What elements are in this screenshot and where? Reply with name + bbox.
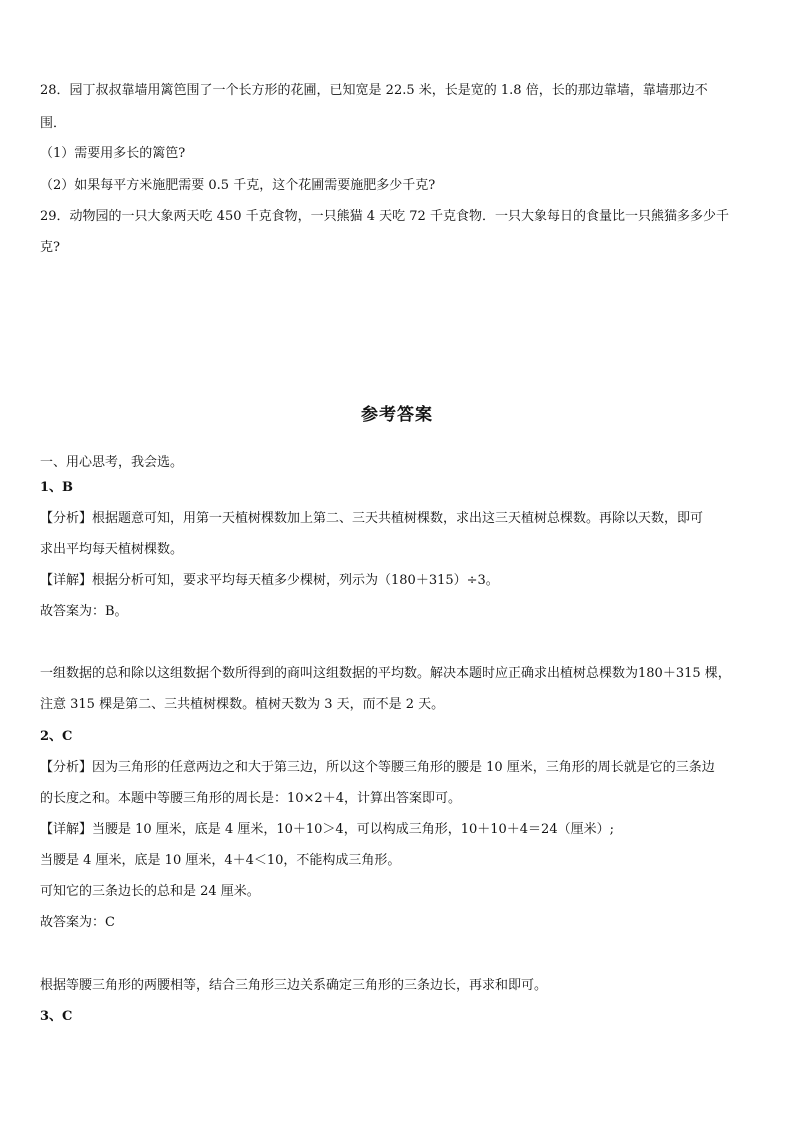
answer-1-conclusion: 故答案为：B。	[40, 604, 128, 619]
question-28-line-2: 围．	[40, 116, 67, 131]
answer-1-note-line-1: 一组数据的总和除以这组数据个数所得到的商叫这组数据的平均数。解决本题时应正确求出植树总棵数为180＋315 棵，	[40, 666, 731, 681]
answer-2-analysis-line-1: 【分析】因为三角形的任意两边之和大于第三边，所以这个等腰三角形的腰是 10 厘米，三角形的周长就是它的三条边	[40, 760, 715, 775]
answer-1-detail: 【详解】根据分析可知，要求平均每天植多少棵树，列示为（180＋315）÷3。	[40, 573, 499, 588]
answer-1-analysis-line-2: 求出平均每天植树棵数。	[40, 542, 184, 557]
answer-1-note-line-2: 注意 315 棵是第二、三共植树棵数。植树天数为 3 天，而不是 2 天。	[40, 697, 445, 712]
section-heading: 一、用心思考，我会选。	[40, 455, 184, 470]
answer-1-label: 1、B	[40, 480, 74, 495]
question-28-subquestion-1: （1）需要用多长的篱笆?	[40, 146, 186, 161]
answer-1-analysis-line-1: 【分析】根据题意可知，用第一天植树棵数加上第二、三天共植树棵数，求出这三天植树总棵数。再除以天数，即可	[40, 511, 704, 526]
answer-2-detail-line-1: 【详解】当腰是 10 厘米，底是 4 厘米，10＋10＞4，可以构成三角形，10＋10＋4＝24（厘米）;	[40, 822, 614, 837]
answer-2-note: 根据等腰三角形的两腰相等，结合三角形三边关系确定三角形的三条边长，再求和即可。	[40, 978, 548, 993]
answer-2-analysis-line-2: 的长度之和。本题中等腰三角形的周长是：10×2＋4，计算出答案即可。	[40, 791, 461, 806]
answers-title: 参考答案	[361, 405, 433, 425]
answer-2-detail-line-3: 可知它的三条边长的总和是 24 厘米。	[40, 884, 260, 899]
answer-3-label: 3、C	[40, 1009, 73, 1024]
question-29-line-1: 29．动物园的一只大象两天吃 450 千克食物，一只熊猫 4 天吃 72 千克食物．一只大象每日的食量比一只熊猫多多少千	[40, 209, 729, 224]
answer-2-conclusion: 故答案为：C	[40, 915, 115, 930]
question-28-line-1: 28．园丁叔叔靠墙用篱笆围了一个长方形的花圃，已知宽是 22.5 米，长是宽的 1.8 倍，长的那边靠墙，靠墙那边不	[40, 83, 708, 98]
answer-2-detail-line-2: 当腰是 4 厘米，底是 10 厘米，4＋4＜10，不能构成三角形。	[40, 853, 401, 868]
answer-2-label: 2、C	[40, 729, 73, 744]
question-28-subquestion-2: （2）如果每平方米施肥需要 0.5 千克，这个花圃需要施肥多少千克?	[40, 178, 436, 193]
question-29-line-2: 克?	[40, 240, 60, 255]
